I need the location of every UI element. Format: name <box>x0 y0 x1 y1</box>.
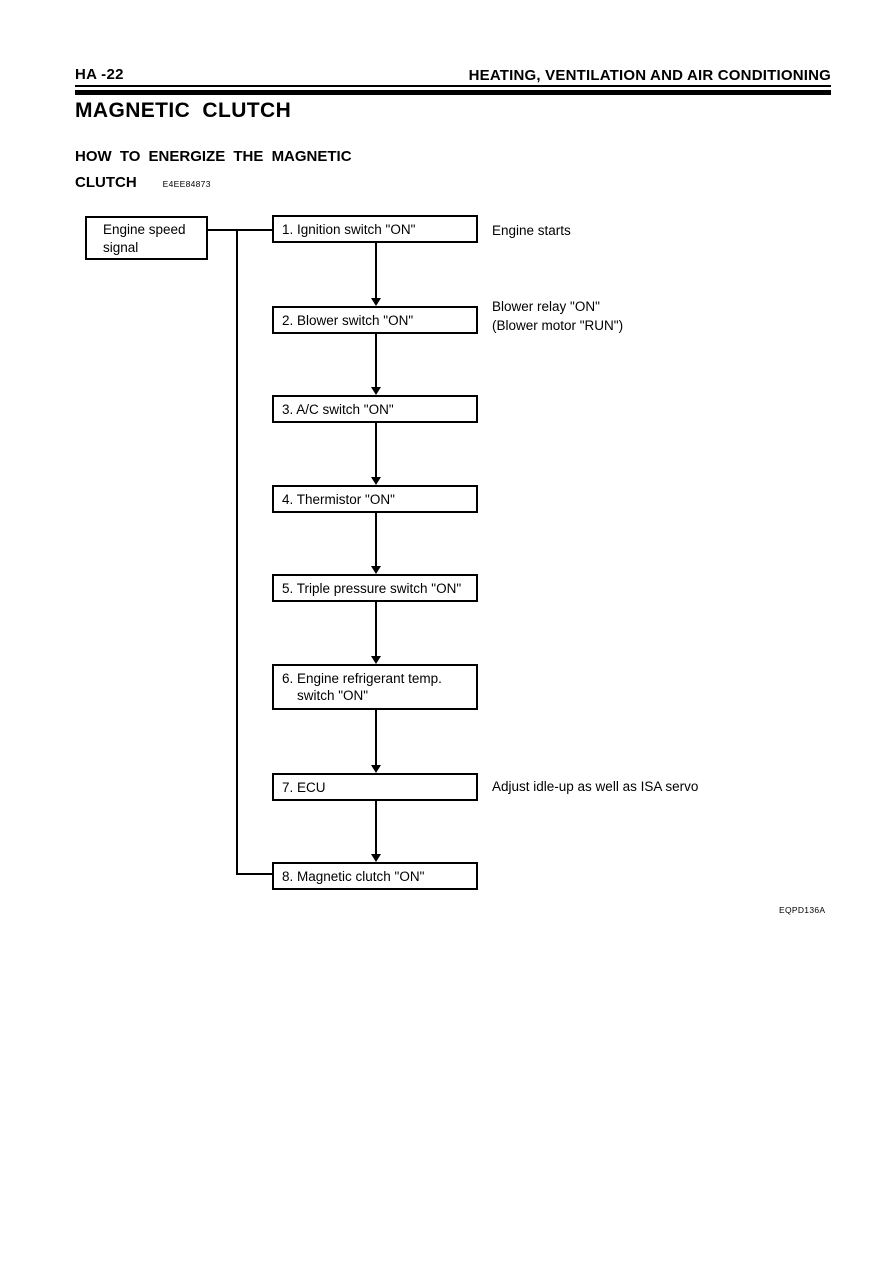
page-number: HA -22 <box>75 66 124 83</box>
flow-step-2-label: 2. Blower switch "ON" <box>282 312 414 328</box>
arrow-down-7 <box>371 801 381 862</box>
connector-trunk <box>236 229 238 875</box>
flow-step-3 <box>272 395 478 423</box>
chapter-title: HEATING, VENTILATION AND AIR CONDITIONING <box>468 67 831 84</box>
step-1-annotation <box>492 221 571 240</box>
flow-step-4-label: 4. Thermistor "ON" <box>282 491 395 507</box>
subsection-heading-line1: HOW TO ENERGIZE THE MAGNETIC <box>75 148 352 165</box>
connector-trunk-to-step8 <box>236 873 274 875</box>
flow-step-1 <box>272 215 478 243</box>
step-1-annotation-line1: Engine starts <box>492 223 571 238</box>
arrow-down-6 <box>371 710 381 773</box>
header-rule <box>75 85 831 95</box>
flow-step-5 <box>272 574 478 602</box>
step-7-annotation-line1: Adjust idle-up as well as ISA servo <box>492 779 699 794</box>
section-title: MAGNETIC CLUTCH <box>75 99 292 122</box>
flow-step-6 <box>272 664 478 710</box>
step-7-annotation <box>492 777 698 796</box>
flow-step-6-label2: switch "ON" <box>297 688 369 703</box>
step-2-annotation-line2: (Blower motor "RUN") <box>492 318 624 333</box>
flow-step-4 <box>272 485 478 513</box>
flow-step-6-label: 6. Engine refrigerant temp. <box>282 671 442 686</box>
flow-input-box <box>85 216 208 260</box>
connector-input-to-step1 <box>206 229 272 231</box>
flow-step-2 <box>272 306 478 334</box>
flow-step-8-label: 8. Magnetic clutch "ON" <box>282 868 425 884</box>
step-2-annotation-line1: Blower relay "ON" <box>492 299 600 314</box>
flow-step-1-label: 1. Ignition switch "ON" <box>282 221 416 237</box>
step-2-annotation <box>492 297 623 335</box>
arrow-down-1 <box>371 243 381 306</box>
flow-step-7-label: 7. ECU <box>282 779 326 795</box>
flow-step-3-label: 3. A/C switch "ON" <box>282 401 394 417</box>
subsection-heading-line2 <box>75 174 211 191</box>
flow-input-line1: Engine speed <box>103 222 186 237</box>
flow-step-7 <box>272 773 478 801</box>
flow-step-5-label: 5. Triple pressure switch "ON" <box>282 580 462 596</box>
flow-input-line2: signal <box>103 240 139 255</box>
subsection-code: E4EE84873 <box>162 179 211 189</box>
arrow-down-5 <box>371 602 381 664</box>
flow-step-8 <box>272 862 478 890</box>
subsection-heading-word: CLUTCH <box>75 174 137 191</box>
arrow-down-4 <box>371 513 381 574</box>
arrow-down-2 <box>371 334 381 395</box>
figure-code: EQPD136A <box>779 905 826 915</box>
arrow-down-3 <box>371 423 381 485</box>
